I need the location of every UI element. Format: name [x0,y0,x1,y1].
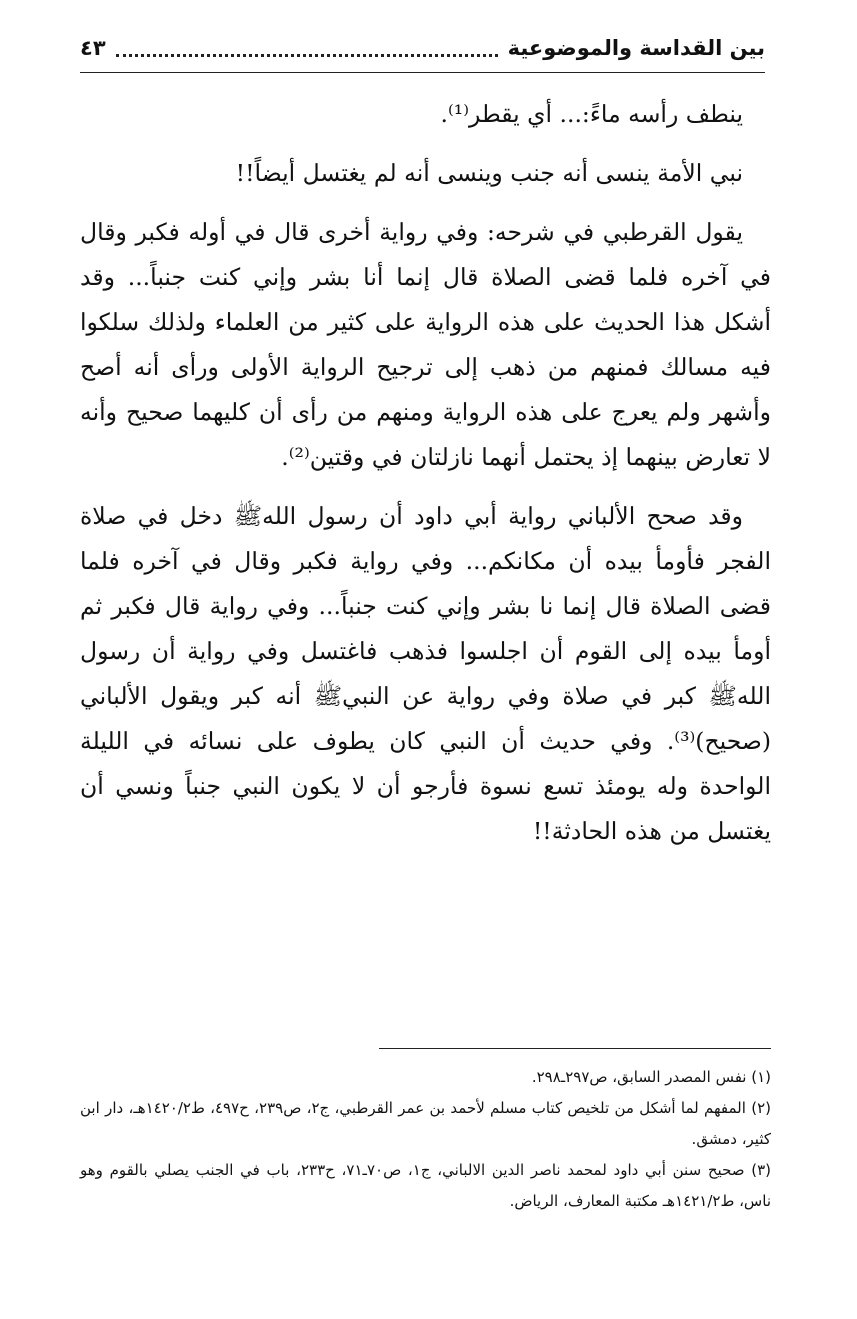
footnote-rule [379,1048,771,1049]
footnote-3: (٣) صحيح سنن أبي داود لمحمد ناصر الدين الالباني، ج١، ص٧٠ـ٧١، ح٢٣٣، باب في الجنب يصلي بالقوم وهو ناس، ط١٤٢١/٢هـ مكتبة المعارف، الرياض. [80,1161,772,1210]
paragraph-3: يقول القرطبي في شرحه: وفي رواية أخرى قال في أوله فكبر وقال في آخره فلما قضى الصلاة قال إنما أنا بشر وإني كنت جنباً... وقد أشكل هذا الحديث على هذه الرواية على كثير من العلماء ولذلك سلكوا فيه مسالك فمنهم من ذهب إلى ترجيح الرواية الأولى ورأى أنه أصح وأشهر ولم يعرج على هذه الرواية ومنهم من رأى أن كليهما صحيح وأنه لا تعارض بينهما إذ يحتمل أنهما نازلتان في وقتين⁽²⁾. [80,218,771,471]
paragraph-4: وقد صحح الألباني رواية أبي داود أن رسول اللهﷺ دخل في صلاة الفجر فأومأ بيده أن مكانكم... وفي رواية فكبر وقال في آخره فلما قضى الصلاة قال إنما نا بشر وإني كنت جنباً... وفي رواية قال فكبر ثم أومأ بيده إلى القوم أن اجلسوا فذهب فاغتسل وفي رواية أن رسول اللهﷺ كبر في صلاة وفي رواية عن النبيﷺ أنه كبر ويقول الألباني (صحيح)⁽³⁾. وفي حديث أن النبي كان يطوف على نسائه في الليلة الواحدة وله يومئذ تسع نسوة فأرجو أن لا يكون النبي جنباً ونسي أن يغتسل من هذه الحادثة!! [80,502,771,845]
header-dot-leader [116,40,498,57]
header-rule [80,72,765,73]
footnotes [80,1062,771,1217]
paragraph-1: ينطف رأسه ماءً:... أي يقطر⁽¹⁾. [440,100,743,128]
running-title: بين القداسة والموضوعية [507,36,765,60]
page-number: ٤٣ [80,36,106,60]
footnote-2: (٢) المفهم لما أشكل من تلخيص كتاب مسلم لأحمد بن عمر القرطبي، ج٢، ص٢٣٩، ح٤٩٧، ط١٤٢٠/٢هـ، دار ابن كثير، دمشق. [80,1099,772,1148]
footnote-1: (١) نفس المصدر السابق، ص٢٩٧ـ٢٩٨. [531,1068,771,1086]
running-header [80,30,765,66]
paragraph-2: نبي الأمة ينسى أنه جنب وينسى أنه لم يغتسل أيضاً!! [235,159,743,187]
main-text [80,92,771,868]
